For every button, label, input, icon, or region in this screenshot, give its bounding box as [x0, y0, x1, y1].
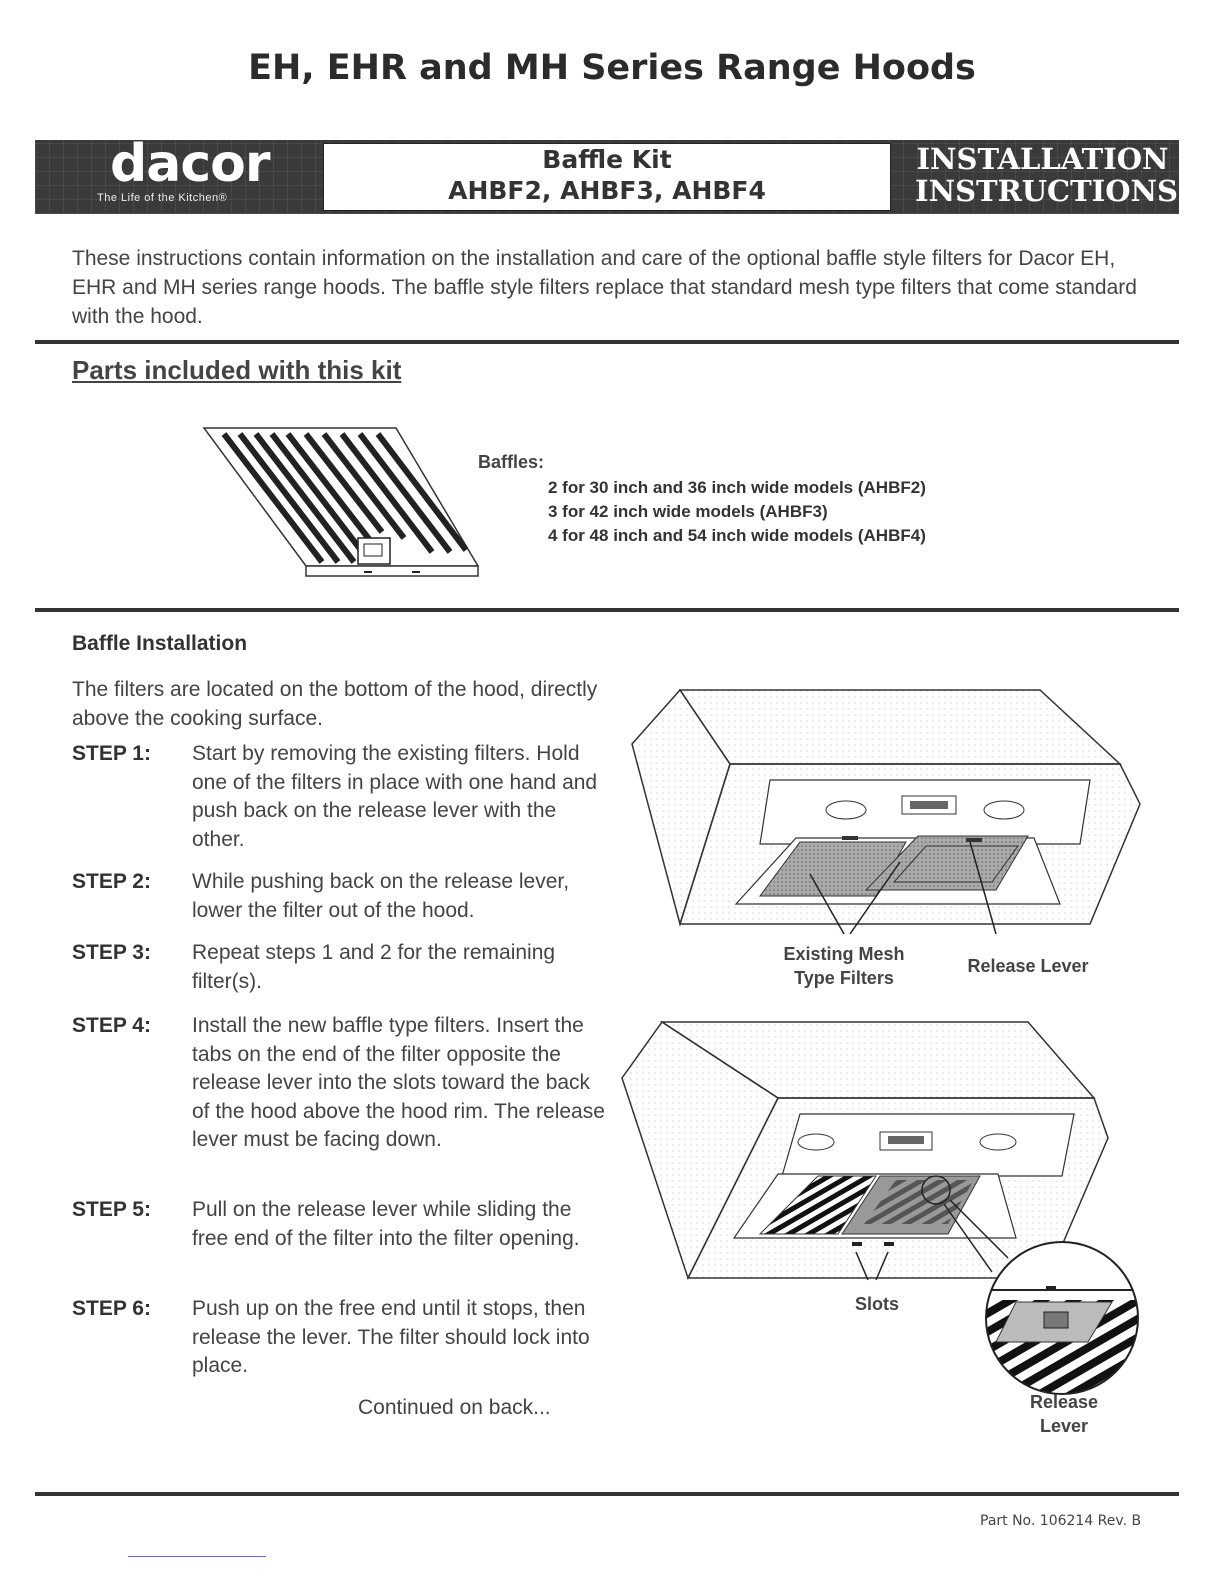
slots-label: Slots	[854, 1294, 899, 1314]
step-text: Push up on the free end until it stops, then release the lever. The filter should lock into place.	[192, 1297, 590, 1377]
installation-instructions-label	[915, 142, 1178, 208]
step-label: STEP 5:	[72, 1198, 151, 1221]
existing-mesh-label	[760, 942, 928, 990]
logo-tagline: The Life of the Kitchen®	[97, 192, 228, 204]
existing-mesh-line-1: Existing Mesh	[783, 944, 905, 964]
step-text: Install the new baffle type filters. Insert the tabs on the end of the filter opposite the release lever into the slots toward the back of the hood above the hood rim. The release lever must be facing down.	[192, 1014, 605, 1151]
kit-title: Baffle Kit	[542, 145, 672, 174]
installation-heading: Baffle Installation	[72, 632, 248, 655]
release-lever-label: Release Lever	[967, 956, 1089, 976]
baffle-count-item: 4 for 48 inch and 54 inch wide models (AHBF4)	[548, 526, 926, 545]
release-line-2: Lever	[1039, 1416, 1089, 1436]
release-line-1: Release	[1029, 1392, 1099, 1412]
part-number: Part No. 106214 Rev. B	[980, 1513, 1142, 1529]
kit-models: AHBF2, AHBF3, AHBF4	[448, 176, 766, 205]
step-label: STEP 1:	[72, 742, 151, 765]
step-text: Start by removing the existing filters. Hold one of the filters in place with one hand and push back on the release lever with the other.	[192, 742, 598, 851]
release-lever-detail	[982, 1238, 1142, 1398]
divider	[35, 1492, 1179, 1496]
release-lever-detail-label	[1014, 1390, 1114, 1438]
step-text: Repeat steps 1 and 2 for the remaining filter(s).	[192, 941, 556, 993]
kit-title-box	[323, 143, 891, 211]
dacor-logo: dacor	[110, 134, 270, 194]
step-text: Pull on the release lever while sliding the free end of the filter into the filter opening.	[192, 1198, 580, 1250]
divider	[35, 340, 1179, 344]
parts-heading: Parts included with this kit	[72, 355, 402, 385]
header-banner	[35, 134, 1179, 214]
step-label: STEP 6:	[72, 1297, 151, 1320]
baffles-label: Baffles:	[478, 452, 545, 472]
baffle-count-item: 3 for 42 inch wide models (AHBF3)	[548, 502, 828, 521]
baffle-filter-illustration	[196, 422, 486, 582]
install-line-2: INSTRUCTIONS	[915, 174, 1178, 208]
intro-paragraph: These instructions contain information on the installation and care of the optional baffle style filters for Dacor EH, EHR and MH series range hoods. The baffle style filters replace that standard mesh type filters that come standard with the hood.	[72, 247, 1137, 328]
step-label: STEP 2:	[72, 870, 151, 893]
existing-mesh-line-2: Type Filters	[794, 968, 894, 988]
step-text: While pushing back on the release lever, lower the filter out of the hood.	[192, 870, 570, 922]
hood-mesh-filters-illustration	[620, 684, 1150, 934]
step-label: STEP 3:	[72, 941, 151, 964]
install-line-1: INSTALLATION	[916, 142, 1169, 176]
divider	[35, 608, 1179, 612]
bottom-underline-mark	[128, 1556, 266, 1557]
continued-note: Continued on back...	[358, 1396, 551, 1419]
step-label: STEP 4:	[72, 1014, 151, 1037]
installation-intro: The filters are located on the bottom of the hood, directly above the cooking surface.	[72, 678, 598, 730]
page-title: EH, EHR and MH Series Range Hoods	[248, 48, 976, 88]
baffle-count-item: 2 for 30 inch and 36 inch wide models (AHBF2)	[548, 478, 926, 497]
